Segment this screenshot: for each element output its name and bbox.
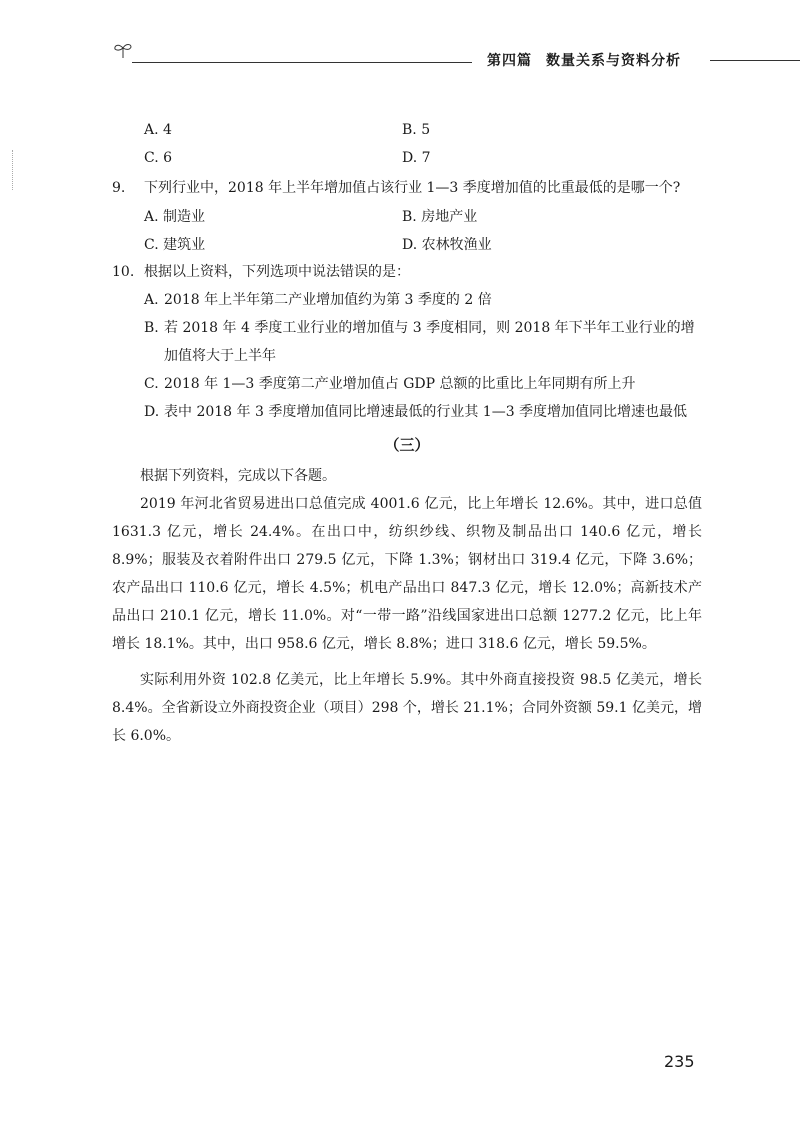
header-rule-right [710, 60, 800, 61]
option-c: C. 6 [144, 150, 173, 166]
choice-text: 若 2018 年 4 季度工业行业的增加值与 3 季度相同，则 2018 年下半年工业行业的增加值将大于上半年 [164, 320, 695, 364]
options-row [112, 202, 702, 230]
page-header [112, 40, 720, 70]
question-text: 下列行业中，2018 年上半年增加值占该行业 1—3 季度增加值的比重最低的是哪一个? [144, 180, 681, 196]
choice-text: 2018 年上半年第二产业增加值约为第 3 季度的 2 倍 [164, 292, 492, 308]
question-number: 10. [112, 264, 135, 280]
options-row [112, 146, 702, 174]
option-b: B. 5 [402, 122, 431, 138]
paragraph-investment: 实际利用外资 102.8 亿美元，比上年增长 5.9%。其中外商直接投资 98.5 亿美元，增长 8.4%。全省新设立外商投资企业（项目）298 个，增长 21.1%；合同外资额 59.1 亿美元，增长 6.0%。 [112, 672, 702, 744]
options-row [112, 230, 702, 258]
header-section: 数量关系与资料分析 [546, 53, 681, 69]
header-rule-left [132, 62, 472, 63]
choice-c [112, 370, 702, 398]
choice-b [112, 314, 702, 370]
choice-text: 表中 2018 年 3 季度增加值同比增速最低的行业其 1—3 季度增加值同比增速也最低 [164, 404, 688, 420]
option-a: A. 制造业 [144, 209, 206, 225]
page-body [112, 118, 702, 750]
sprout-icon [112, 40, 134, 62]
options-row [112, 118, 702, 146]
option-b: B. 房地产业 [402, 209, 478, 225]
choice-a [112, 286, 702, 314]
margin-marks [12, 150, 19, 190]
page-number: 235 [664, 1052, 695, 1071]
choice-label: B. [144, 320, 159, 336]
header-part: 第四篇 [487, 53, 532, 69]
option-d: D. 农林牧渔业 [402, 237, 492, 253]
section-title: （三） [384, 436, 430, 454]
section-intro: 根据下列资料，完成以下各题。 [140, 468, 336, 484]
header-title [487, 50, 681, 70]
question-text: 根据以上资料，下列选项中说法错误的是： [144, 264, 410, 280]
paragraph-trade: 2019 年河北省贸易进出口总值完成 4001.6 亿元，比上年增长 12.6%。其中，进口总值 1631.3 亿元，增长 24.4%。在出口中，纺织纱线、织物及制品出口 140.6 亿元，增长 8.9%；服装及衣着附件出口 279.5 亿元，下降 1.3%；钢材出口 319.4 亿元，下降 3.6%；农产品出口 110.6 亿元，增长 4.5%；机电产品出口 847.3 亿元，增长 12.0%；高新技术产品出口 210.1 亿元，增长 11.0%。对“一带一路”沿线国家进出口总额 1277.2 亿元，比上年增长 18.1%。其中，出口 958.6 亿元，增长 8.8%；进口 318.6 亿元，增长 59.5%。 [112, 496, 702, 652]
choice-label: C. [144, 376, 159, 392]
choice-label: D. [144, 404, 160, 420]
question-number: 9. [112, 180, 126, 196]
choice-d [112, 398, 702, 426]
choice-label: A. [144, 292, 159, 308]
question-10 [112, 258, 702, 286]
option-c: C. 建筑业 [144, 237, 206, 253]
option-a: A. 4 [144, 122, 172, 138]
choice-text: 2018 年 1—3 季度第二产业增加值占 GDP 总额的比重比上年同期有所上升 [164, 376, 636, 392]
question-9 [112, 174, 702, 202]
option-d: D. 7 [402, 150, 431, 166]
